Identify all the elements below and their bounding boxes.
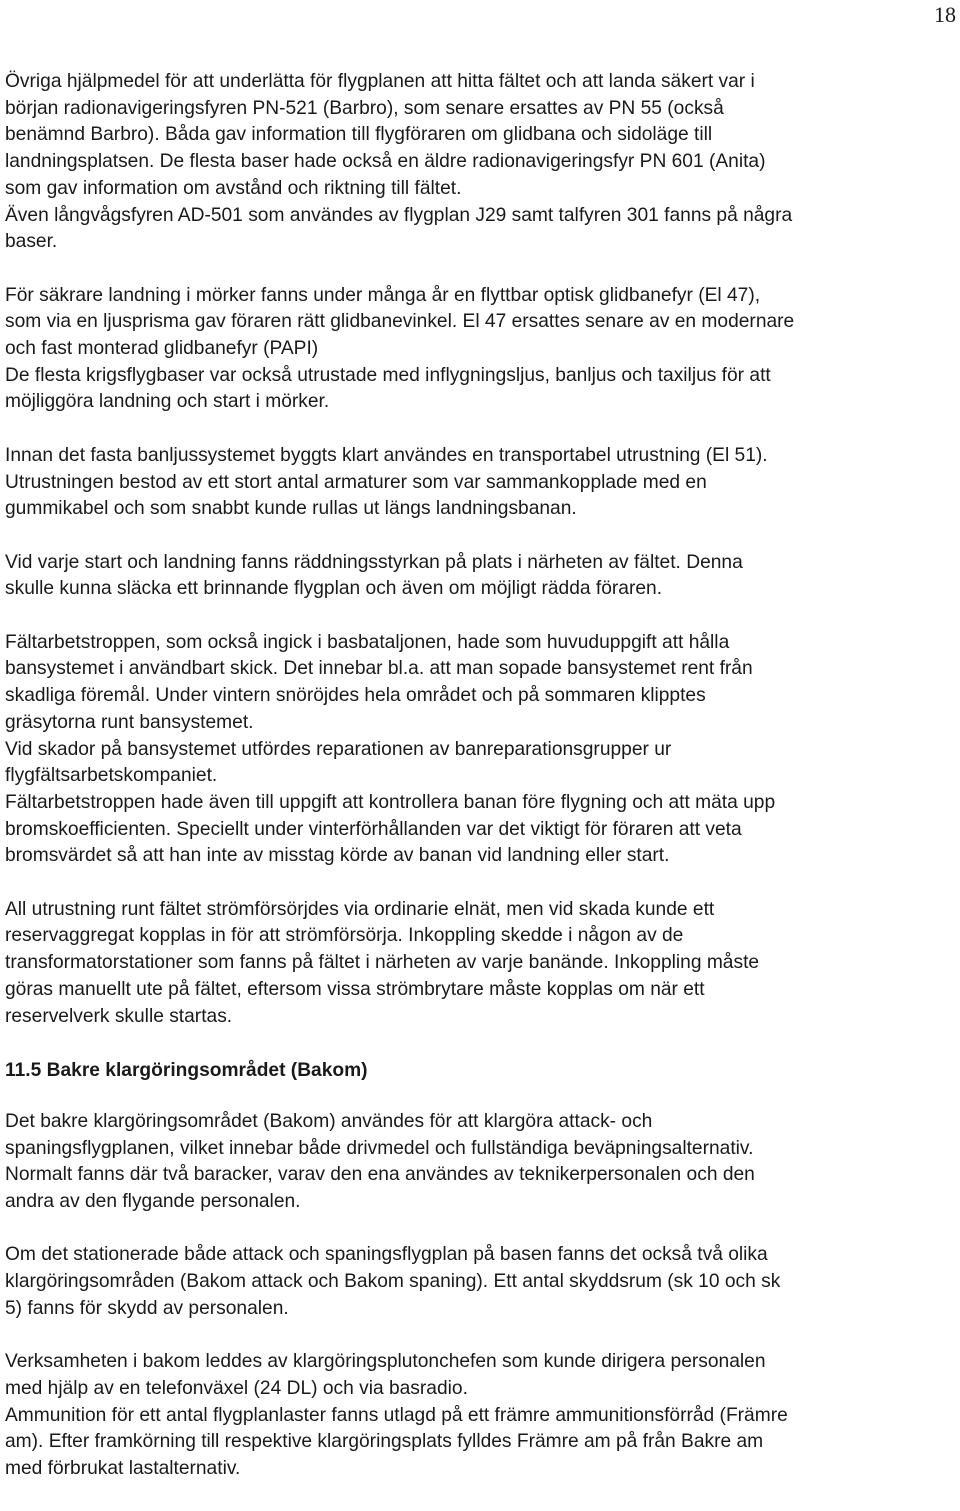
text-line: bromsvärdet så att han inte av misstag körde av banan vid landning eller start.	[5, 845, 670, 867]
text-line: gummikabel och som snabbt kunde rullas ut längs landningsbanan.	[5, 498, 577, 520]
text-line: som via en ljusprisma gav föraren rätt glidbanevinkel. El 47 ersattes senare av en modernare	[5, 311, 795, 333]
document-body	[5, 69, 957, 1509]
text-line: Verksamheten i bakom leddes av klargöringsplutonchefen som kunde dirigera personalen	[5, 1351, 766, 1373]
text-line: göras manuellt ute på fältet, eftersom vissa strömbrytare måste kopplas om när ett	[5, 978, 705, 1000]
paragraph	[5, 443, 957, 523]
text-line: Normalt fanns där två baracker, varav den ena användes av teknikerpersonalen och den	[5, 1164, 755, 1186]
paragraph	[5, 630, 957, 870]
text-line: reservaggregat kopplas in för att strömförsörja. Inkoppling skedde i någon av de	[5, 925, 684, 947]
text-line: landningsplatsen. De flesta baser hade också en äldre radionavigeringsfyr PN 601 (Anita)	[5, 151, 766, 173]
text-line: med hjälp av en telefonväxel (24 DL) och via basradio.	[5, 1377, 468, 1399]
text-line: De flesta krigsflygbaser var också utrustade med inflygningsljus, banljus och taxiljus för att	[5, 364, 771, 386]
text-line: gräsytorna runt bansystemet.	[5, 711, 254, 733]
paragraph	[5, 69, 957, 256]
text-line: benämnd Barbro). Båda gav information till flygföraren om glidbana och sidoläge till	[5, 124, 713, 146]
text-line: bansystemet i användbart skick. Det innebar bl.a. att man sopade bansystemet rent från	[5, 658, 753, 680]
paragraph	[5, 550, 957, 603]
paragraph	[5, 897, 957, 1031]
text-line: Fältarbetstroppen, som också ingick i basbataljonen, hade som huvuduppgift att hålla	[5, 631, 730, 653]
text-line: skadliga föremål. Under vintern snöröjdes hela området och på sommaren klipptes	[5, 685, 706, 707]
text-line: transformatorstationer som fanns på fältet i närheten av varje banände. Inkoppling måste	[5, 952, 760, 974]
text-line: reservelverk skulle startas.	[5, 1005, 233, 1027]
text-line: Det bakre klargöringsområdet (Bakom) användes för att klargöra attack- och	[5, 1110, 653, 1132]
text-line: Om det stationerade både attack och spaningsflygplan på basen fanns det också två olika	[5, 1244, 768, 1266]
text-line: För säkrare landning i mörker fanns under många år en flyttbar optisk glidbanefyr (El 47),	[5, 284, 761, 306]
text-line: Även långvågsfyren AD-501 som användes av flygplan J29 samt talfyren 301 fanns på några	[5, 204, 793, 226]
text-line: 5) fanns för skydd av personalen.	[5, 1297, 289, 1319]
text-line: möjliggöra landning och start i mörker.	[5, 391, 330, 413]
text-line: flygfältsarbetskompaniet.	[5, 765, 218, 787]
text-line: Utrustningen bestod av ett stort antal armaturer som var sammankopplade med en	[5, 471, 707, 493]
text-line: klargöringsområden (Bakom attack och Bakom spaning). Ett antal skyddsrum (sk 10 och sk	[5, 1271, 781, 1293]
section-heading: 11.5 Bakre klargöringsområdet (Bakom)	[5, 1060, 368, 1082]
text-line: skulle kunna släcka ett brinnande flygplan och även om möjligt rädda föraren.	[5, 578, 663, 600]
text-line: andra av den flygande personalen.	[5, 1191, 301, 1213]
text-line: am). Efter framkörning till respektive klargöringsplats fylldes Främre am på från Bakre am	[5, 1431, 764, 1453]
text-line: som gav information om avstånd och riktning till fältet.	[5, 177, 462, 199]
text-line: bromskoefficienten. Speciellt under vinterförhållanden var det viktigt för föraren att veta	[5, 818, 742, 840]
text-line: Innan det fasta banljussystemet byggts klart användes en transportabel utrustning (El 51).	[5, 444, 768, 466]
text-line: All utrustning runt fältet strömförsörjdes via ordinarie elnät, men vid skada kunde ett	[5, 898, 715, 920]
paragraph	[5, 1349, 957, 1483]
paragraph	[5, 283, 957, 417]
text-line: Vid varje start och landning fanns räddningsstyrkan på plats i närheten av fältet. Denna	[5, 551, 743, 573]
paragraph	[5, 1242, 957, 1322]
text-line: Ammunition för ett antal flygplanlaster fanns utlagd på ett främre ammunitionsförråd (Främre	[5, 1404, 788, 1426]
text-line: Fältarbetstroppen hade även till uppgift att kontrollera banan före flygning och att mäta upp	[5, 791, 776, 813]
text-line: början radionavigeringsfyren PN-521 (Barbro), som senare ersattes av PN 55 (också	[5, 97, 724, 119]
paragraph	[5, 1109, 957, 1216]
text-line: Övriga hjälpmedel för att underlätta för flygplanen att hitta fältet och att landa säkert var i	[5, 71, 755, 92]
text-line: och fast monterad glidbanefyr (PAPI)	[5, 338, 319, 360]
text-line: spaningsflygplanen, vilket innebar både drivmedel och fullständiga beväpningsalternativ.	[5, 1137, 754, 1159]
text-line: Vid skador på bansystemet utfördes reparationen av banreparationsgrupper ur	[5, 738, 672, 760]
text-line: baser.	[5, 231, 58, 253]
text-line: med förbrukat lastalternativ.	[5, 1458, 241, 1480]
page-number: 18	[934, 2, 956, 27]
